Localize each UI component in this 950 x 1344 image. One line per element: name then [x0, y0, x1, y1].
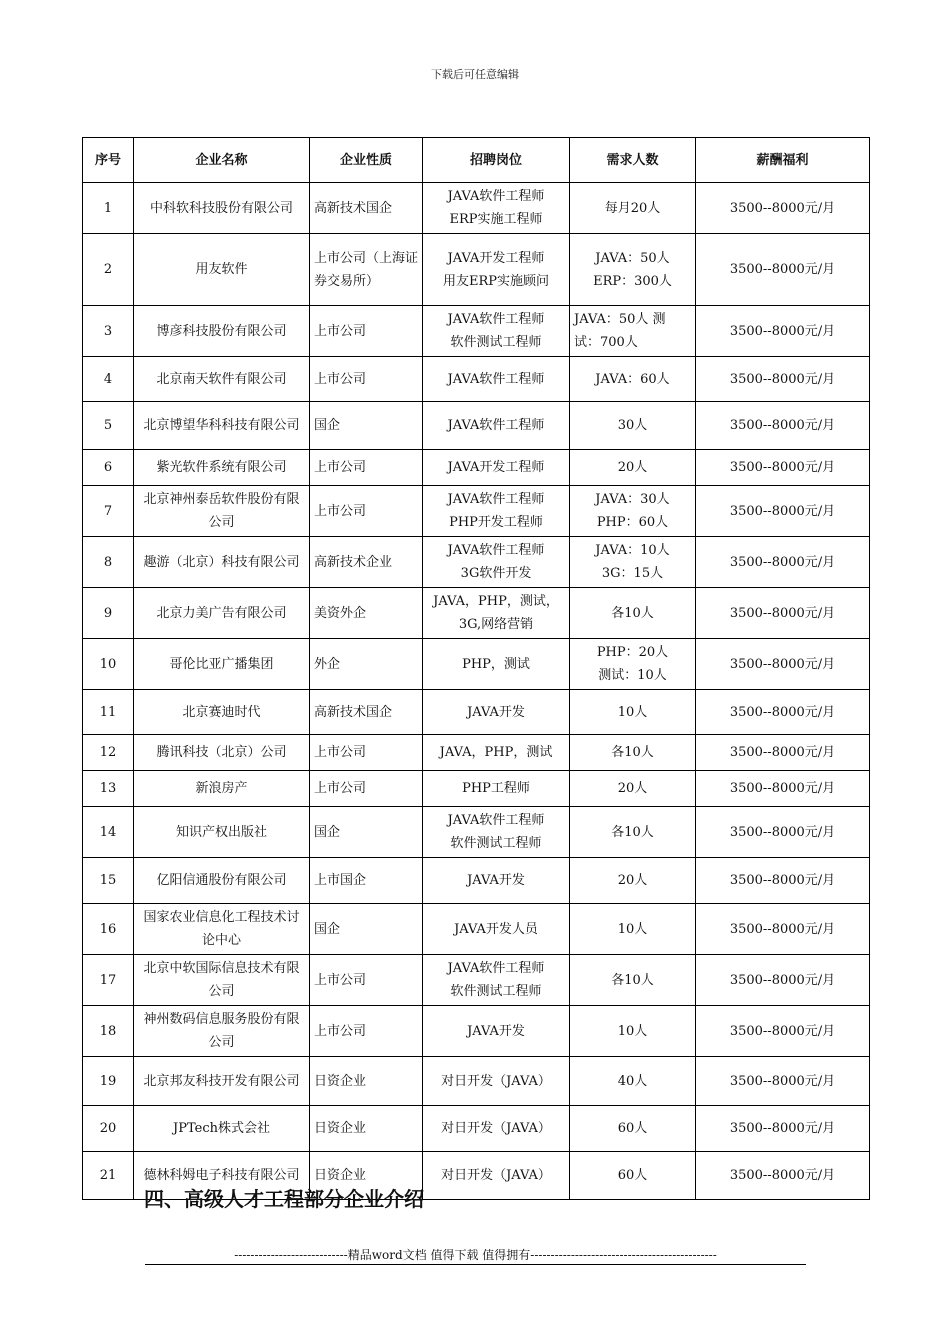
- cell-positions: [423, 955, 570, 1006]
- cell-count-line: 30人: [617, 418, 648, 433]
- cell-count-line: 10人: [617, 704, 648, 720]
- cell-positions-line: PHP工程师: [462, 781, 530, 796]
- cell-positions: [423, 904, 570, 955]
- cell-count: [570, 955, 696, 1006]
- cell-no: 13: [83, 771, 134, 807]
- cell-company-name: 新浪房产: [134, 771, 310, 807]
- page-footer: ----------------------------精品word文档 值得下载 值得拥有----------------------------------------------: [234, 1248, 717, 1262]
- cell-positions-line: JAVA软件工程师: [447, 961, 545, 976]
- cell-count-line: ERP：300人: [593, 273, 672, 289]
- cell-count-line: JAVA：60人: [595, 371, 670, 387]
- cell-positions: [423, 537, 570, 588]
- cell-positions-line: JAVA开发: [467, 873, 525, 888]
- cell-count-line: 10人: [617, 921, 648, 937]
- cell-company-name: 德林科姆电子科技有限公司: [134, 1152, 310, 1200]
- table-header-row: [83, 138, 870, 183]
- cell-no: 5: [83, 402, 134, 450]
- cell-count: [570, 807, 696, 858]
- cell-positions-line: JAVA开发: [467, 704, 525, 720]
- cell-count: [570, 858, 696, 904]
- footer-rule: [145, 1264, 806, 1265]
- cell-count: [570, 639, 696, 690]
- cell-nature: 上市国企: [310, 858, 423, 904]
- cell-no: 2: [83, 234, 134, 306]
- cell-count: [570, 183, 696, 234]
- cell-positions: [423, 858, 570, 904]
- cell-salary: 3500--8000元/月: [696, 955, 870, 1006]
- cell-no: 9: [83, 588, 134, 639]
- cell-count-line: 20人: [617, 873, 648, 888]
- cell-positions: [423, 588, 570, 639]
- cell-company-name: 腾讯科技（北京）公司: [134, 735, 310, 771]
- cell-no: 20: [83, 1106, 134, 1152]
- cell-salary: 3500--8000元/月: [696, 1006, 870, 1057]
- cell-salary: 3500--8000元/月: [696, 771, 870, 807]
- table-row: [83, 588, 870, 639]
- table-row: [83, 183, 870, 234]
- cell-no: 12: [83, 735, 134, 771]
- column-header-positions: 招聘岗位: [423, 138, 570, 183]
- cell-no: 1: [83, 183, 134, 234]
- page-header: 下载后可任意编辑: [431, 68, 519, 81]
- cell-count-line: JAVA：50人: [595, 250, 670, 266]
- cell-count: [570, 771, 696, 807]
- column-header-salary: 薪酬福利: [696, 138, 870, 183]
- cell-salary: 3500--8000元/月: [696, 690, 870, 735]
- cell-count-line: 3G：15人: [601, 566, 664, 581]
- cell-positions-line: 软件测试工程师: [450, 836, 542, 851]
- cell-nature: 日资企业: [310, 1152, 423, 1200]
- cell-positions: [423, 486, 570, 537]
- cell-company-name: 国家农业信息化工程技术讨论中心: [134, 904, 310, 955]
- cell-salary: 3500--8000元/月: [696, 486, 870, 537]
- cell-count-line: 20人: [617, 460, 648, 475]
- cell-no: 8: [83, 537, 134, 588]
- cell-positions-line: JAVA，PHP，测试: [439, 745, 553, 760]
- cell-salary: 3500--8000元/月: [696, 807, 870, 858]
- cell-count-line: 60人: [617, 1168, 648, 1183]
- cell-positions-line: 对日开发（JAVA）: [441, 1121, 551, 1136]
- cell-positions-line: 软件测试工程师: [450, 984, 542, 999]
- cell-count: [570, 1106, 696, 1152]
- cell-positions-line: 用友ERP实施顾问: [442, 273, 550, 289]
- cell-company-name: 北京博望华科科技有限公司: [134, 402, 310, 450]
- cell-company-name: 紫光软件系统有限公司: [134, 450, 310, 486]
- cell-count: [570, 306, 696, 357]
- cell-salary: 3500--8000元/月: [696, 402, 870, 450]
- cell-company-name: 北京力美广告有限公司: [134, 588, 310, 639]
- cell-count-line: 测试：10人: [598, 668, 667, 683]
- cell-nature: 上市公司: [310, 306, 423, 357]
- cell-salary: 3500--8000元/月: [696, 450, 870, 486]
- cell-no: 18: [83, 1006, 134, 1057]
- cell-company-name: 神州数码信息服务股份有限公司: [134, 1006, 310, 1057]
- cell-positions: [423, 357, 570, 402]
- table-row: [83, 234, 870, 306]
- cell-company-name: 知识产权出版社: [134, 807, 310, 858]
- cell-nature: 日资企业: [310, 1057, 423, 1106]
- cell-nature: 高新技术企业: [310, 537, 423, 588]
- cell-count: [570, 537, 696, 588]
- cell-no: 10: [83, 639, 134, 690]
- cell-no: 11: [83, 690, 134, 735]
- table-row: [83, 537, 870, 588]
- cell-nature: 国企: [310, 807, 423, 858]
- cell-count-line: 20人: [617, 781, 648, 796]
- cell-count-line: JAVA：30人: [595, 492, 670, 507]
- cell-positions-line: JAVA开发工程师: [447, 250, 545, 266]
- cell-positions: [423, 735, 570, 771]
- cell-positions: [423, 402, 570, 450]
- cell-salary: 3500--8000元/月: [696, 234, 870, 306]
- table-row: [83, 1057, 870, 1106]
- cell-positions: [423, 1152, 570, 1200]
- cell-salary: 3500--8000元/月: [696, 306, 870, 357]
- cell-positions: [423, 306, 570, 357]
- cell-count-line: PHP：60人: [596, 515, 669, 530]
- cell-positions-line: 对日开发（JAVA）: [441, 1073, 551, 1089]
- cell-nature: 国企: [310, 904, 423, 955]
- cell-positions-line: JAVA软件工程师: [447, 492, 545, 507]
- cell-nature: 上市公司: [310, 486, 423, 537]
- cell-positions: [423, 234, 570, 306]
- cell-positions-line: JAVA开发工程师: [447, 460, 545, 475]
- cell-company-name: 北京中软国际信息技术有限公司: [134, 955, 310, 1006]
- cell-nature: 上市公司: [310, 735, 423, 771]
- cell-nature: 高新技术国企: [310, 690, 423, 735]
- cell-count-line: 40人: [617, 1073, 648, 1089]
- cell-salary: 3500--8000元/月: [696, 1106, 870, 1152]
- cell-positions-line: JAVA软件工程师: [447, 418, 545, 433]
- cell-nature: 美资外企: [310, 588, 423, 639]
- table-row: [83, 1006, 870, 1057]
- cell-count-line: JAVA：10人: [595, 543, 670, 558]
- table-row: [83, 486, 870, 537]
- cell-count: [570, 402, 696, 450]
- cell-count: [570, 1006, 696, 1057]
- column-header-count: 需求人数: [570, 138, 696, 183]
- cell-count-line: 10人: [617, 1023, 648, 1039]
- cell-salary: 3500--8000元/月: [696, 1057, 870, 1106]
- section-heading: 四、高级人才工程部分企业介绍: [144, 1187, 424, 1211]
- cell-count-line: 各10人: [611, 972, 654, 988]
- cell-nature: 日资企业: [310, 1106, 423, 1152]
- cell-no: 17: [83, 955, 134, 1006]
- cell-positions-line: JAVA软件工程师: [447, 371, 545, 387]
- cell-no: 19: [83, 1057, 134, 1106]
- cell-count-line: PHP：20人: [596, 645, 669, 660]
- cell-company-name: JPTech株式会社: [134, 1106, 310, 1152]
- cell-positions-line: 3G软件开发: [460, 566, 532, 581]
- cell-nature: 国企: [310, 402, 423, 450]
- cell-positions-line: JAVA开发人员: [454, 921, 538, 937]
- cell-positions-line: JAVA软件工程师: [447, 813, 545, 828]
- table-row: [83, 357, 870, 402]
- cell-count-line: JAVA：50人 测试：700人: [574, 312, 666, 350]
- column-header-nature: 企业性质: [310, 138, 423, 183]
- cell-positions-line: PHP开发工程师: [449, 515, 543, 530]
- table-row: [83, 807, 870, 858]
- cell-nature: 上市公司: [310, 771, 423, 807]
- cell-positions-line: JAVA，PHP，测试，: [433, 594, 559, 609]
- cell-positions-line: 软件测试工程师: [450, 335, 542, 350]
- cell-salary: 3500--8000元/月: [696, 183, 870, 234]
- cell-count-line: 各10人: [611, 605, 654, 621]
- cell-no: 6: [83, 450, 134, 486]
- cell-count: [570, 357, 696, 402]
- cell-positions: [423, 771, 570, 807]
- table-body: [83, 183, 870, 1200]
- cell-no: 15: [83, 858, 134, 904]
- cell-salary: 3500--8000元/月: [696, 639, 870, 690]
- cell-count-line: 60人: [617, 1121, 648, 1136]
- cell-company-name: 北京邦友科技开发有限公司: [134, 1057, 310, 1106]
- column-header-no: 序号: [83, 138, 134, 183]
- cell-company-name: 用友软件: [134, 234, 310, 306]
- table-row: [83, 955, 870, 1006]
- cell-count: [570, 486, 696, 537]
- cell-no: 4: [83, 357, 134, 402]
- cell-count: [570, 735, 696, 771]
- cell-nature: 上市公司: [310, 450, 423, 486]
- cell-positions: [423, 1106, 570, 1152]
- table-row: [83, 858, 870, 904]
- cell-count: [570, 904, 696, 955]
- table-row: [83, 306, 870, 357]
- cell-count: [570, 588, 696, 639]
- table-row: [83, 904, 870, 955]
- cell-positions-line: JAVA软件工程师: [447, 312, 545, 327]
- cell-positions-line: 对日开发（JAVA）: [441, 1168, 551, 1183]
- cell-nature: 上市公司: [310, 357, 423, 402]
- cell-nature: 外企: [310, 639, 423, 690]
- cell-positions-line: PHP，测试: [462, 656, 530, 672]
- table-row: [83, 639, 870, 690]
- cell-positions: [423, 807, 570, 858]
- cell-company-name: 北京南天软件有限公司: [134, 357, 310, 402]
- cell-salary: 3500--8000元/月: [696, 1152, 870, 1200]
- cell-salary: 3500--8000元/月: [696, 858, 870, 904]
- cell-count-line: 各10人: [611, 745, 654, 760]
- cell-nature: 上市公司: [310, 1006, 423, 1057]
- cell-positions: [423, 1057, 570, 1106]
- cell-positions: [423, 639, 570, 690]
- table-row: [83, 735, 870, 771]
- cell-positions: [423, 450, 570, 486]
- column-header-company: 企业名称: [134, 138, 310, 183]
- cell-salary: 3500--8000元/月: [696, 357, 870, 402]
- cell-positions: [423, 183, 570, 234]
- table-row: [83, 690, 870, 735]
- cell-count: [570, 690, 696, 735]
- cell-count: [570, 450, 696, 486]
- cell-company-name: 中科软科技股份有限公司: [134, 183, 310, 234]
- cell-positions: [423, 690, 570, 735]
- cell-count-line: 每月20人: [604, 200, 661, 216]
- table-row: [83, 402, 870, 450]
- cell-nature: 上市公司: [310, 955, 423, 1006]
- cell-company-name: 北京神州泰岳软件股份有限公司: [134, 486, 310, 537]
- table-row: [83, 450, 870, 486]
- cell-no: 14: [83, 807, 134, 858]
- cell-salary: 3500--8000元/月: [696, 588, 870, 639]
- cell-no: 16: [83, 904, 134, 955]
- cell-salary: 3500--8000元/月: [696, 904, 870, 955]
- table-row: [83, 1106, 870, 1152]
- cell-nature: 上市公司（上海证券交易所）: [310, 234, 423, 306]
- cell-salary: 3500--8000元/月: [696, 735, 870, 771]
- cell-positions-line: JAVA开发: [467, 1023, 525, 1039]
- cell-no: 21: [83, 1152, 134, 1200]
- cell-salary: 3500--8000元/月: [696, 537, 870, 588]
- cell-positions-line: JAVA软件工程师: [447, 543, 545, 558]
- cell-positions-line: 3G,网络营销: [458, 617, 534, 632]
- cell-no: 7: [83, 486, 134, 537]
- cell-no: 3: [83, 306, 134, 357]
- cell-company-name: 亿阳信通股份有限公司: [134, 858, 310, 904]
- cell-positions-line: ERP实施工程师: [449, 212, 543, 227]
- cell-positions: [423, 1006, 570, 1057]
- cell-company-name: 北京赛迪时代: [134, 690, 310, 735]
- cell-count-line: 各10人: [611, 824, 654, 840]
- cell-count: [570, 234, 696, 306]
- recruitment-table: [82, 137, 870, 1200]
- cell-positions-line: JAVA软件工程师: [447, 189, 545, 204]
- cell-company-name: 博彦科技股份有限公司: [134, 306, 310, 357]
- cell-nature: 高新技术国企: [310, 183, 423, 234]
- cell-company-name: 趣游（北京）科技有限公司: [134, 537, 310, 588]
- table-row: [83, 771, 870, 807]
- cell-count: [570, 1152, 696, 1200]
- cell-count: [570, 1057, 696, 1106]
- cell-company-name: 哥伦比亚广播集团: [134, 639, 310, 690]
